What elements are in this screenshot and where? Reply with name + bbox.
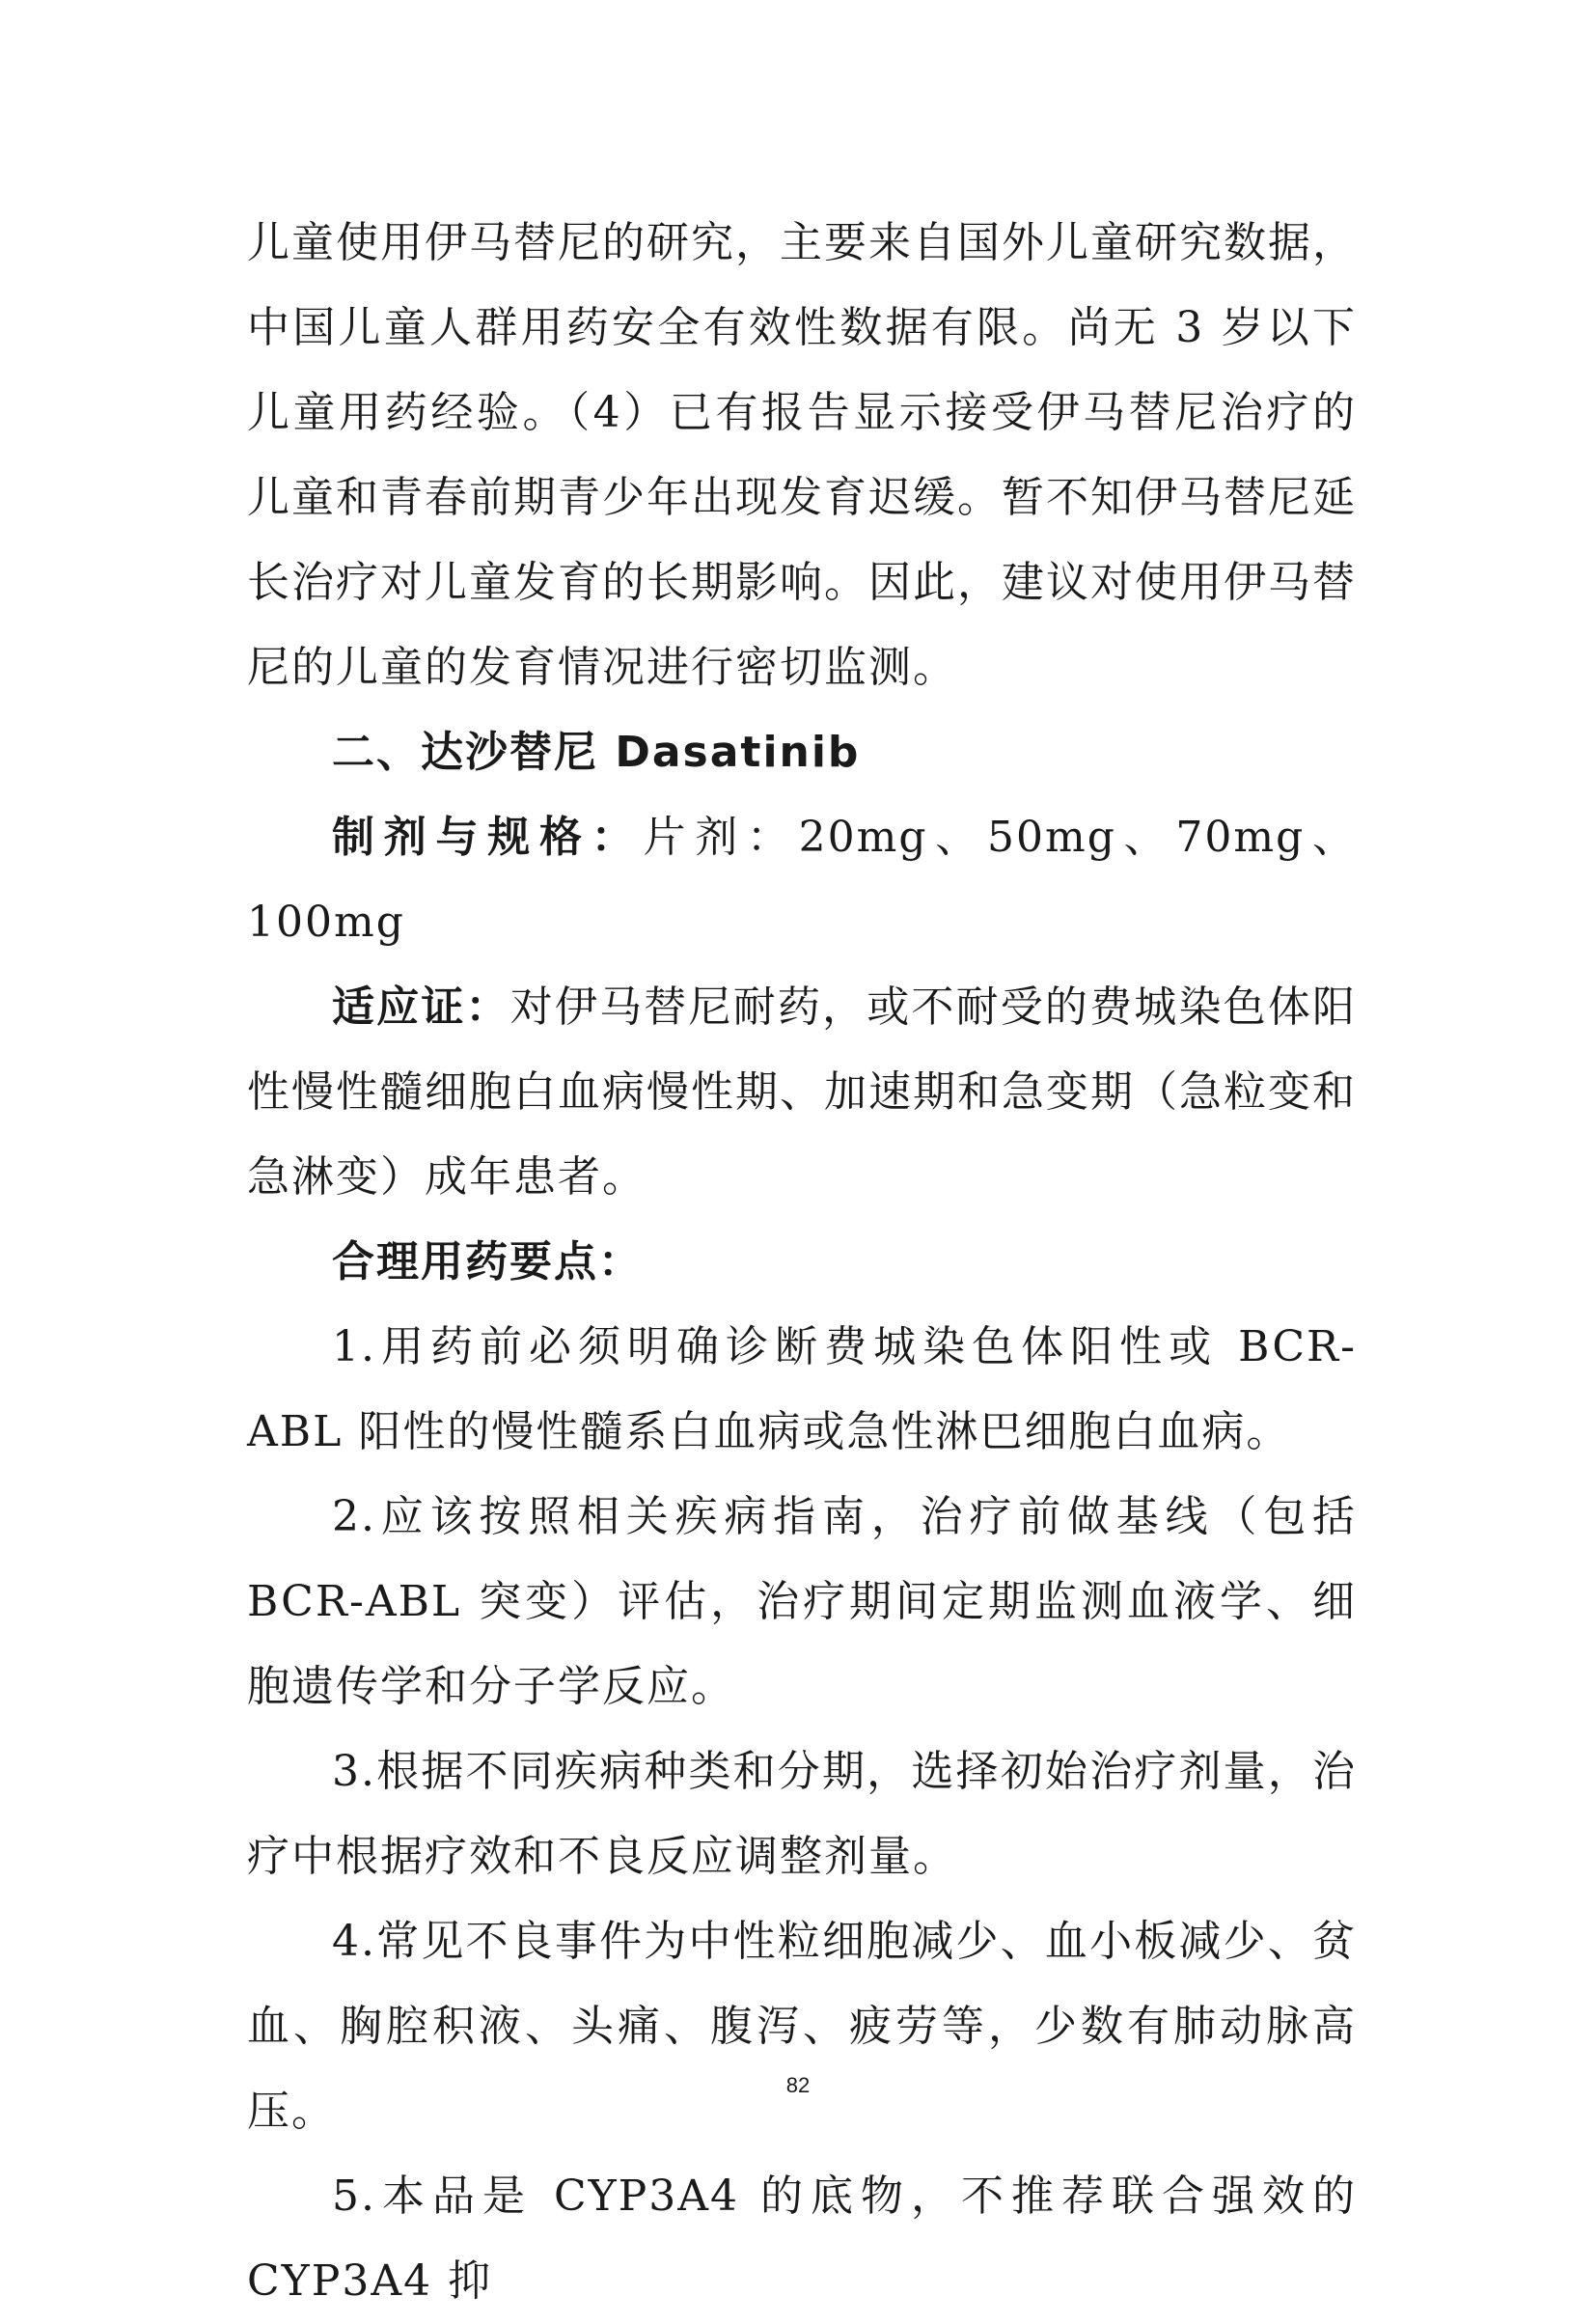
list-item-1: 1.用药前必须明确诊断费城染色体阳性或 BCR-ABL 阳性的慢性髓系白血病或急性淋巴细胞白血病。	[247, 1322, 1357, 1456]
list-item-2: 2.应该按照相关疾病指南，治疗前做基线（包括 BCR-ABL 突变）评估，治疗期间定期监测血液学、细胞遗传学和分子学反应。	[247, 1492, 1357, 1711]
indication-label: 适应证：	[332, 982, 510, 1032]
subheading-rational-use: 合理用药要点：	[332, 1237, 643, 1286]
section-heading-dasatinib: 二、达沙替尼 Dasatinib	[332, 728, 861, 777]
indication-text: 对伊马替尼耐药，或不耐受的费城染色体阳性慢性髓细胞白血病慢性期、加速期和急变期（急粒变和急淋变）成年患者。	[247, 982, 1358, 1202]
list-item-3: 3.根据不同疾病种类和分期，选择初始治疗剂量，治疗中根据疗效和不良反应调整剂量。	[247, 1747, 1357, 1881]
list-item-5: 5.本品是 CYP3A4 的底物，不推荐联合强效的 CYP3A4 抑	[247, 2172, 1357, 2306]
page-number: 82	[785, 2073, 811, 2097]
paragraph-formulation	[247, 795, 1357, 965]
paragraph-pediatric-use: 儿童使用伊马替尼的研究，主要来自国外儿童研究数据，中国儿童人群用药安全有效性数据有限。尚无 3 岁以下儿童用药经验。（4）已有报告显示接受伊马替尼治疗的儿童和青春前期青少年出现发育迟缓。暂不知伊马替尼延长治疗对儿童发育的长期影响。因此，建议对使用伊马替尼的儿童的发育情况进行密切监测。	[247, 218, 1357, 692]
document-body	[247, 201, 1357, 2324]
list-item-4: 4.常见不良事件为中性粒细胞减少、血小板减少、贫血、胸腔积液、头痛、腹泻、疲劳等，少数有肺动脉高压。	[247, 1917, 1357, 2136]
formulation-text: 片剂：20mg、50mg、70mg、100mg	[247, 813, 1358, 947]
paragraph-indication	[247, 965, 1357, 1220]
formulation-label: 制剂与规格：	[332, 813, 644, 862]
